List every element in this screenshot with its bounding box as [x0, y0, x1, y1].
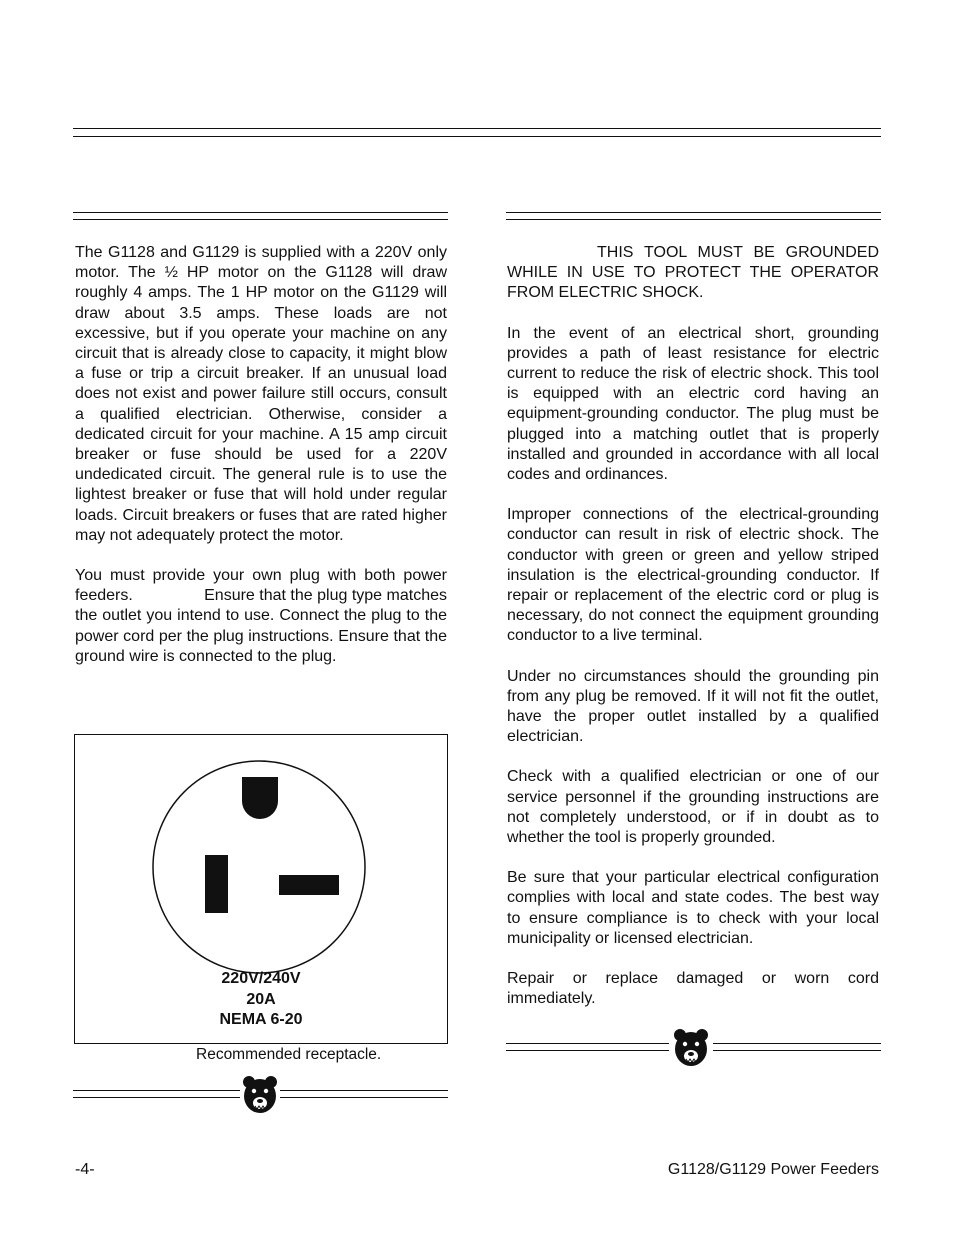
right-divider-line-b2 — [713, 1050, 881, 1051]
vertical-blade-slot — [205, 855, 228, 913]
grounding-paragraph-6: Repair or replace damaged or worn cord immediately. — [507, 970, 879, 1008]
bear-logo-icon — [242, 1075, 278, 1115]
page-number: -4- — [75, 1161, 95, 1178]
voltage-label: 220V/240V — [221, 970, 301, 987]
nema-label: NEMA 6-20 — [219, 1011, 303, 1028]
left-divider-line-b2 — [280, 1097, 448, 1098]
amperage-label: 20A — [246, 990, 276, 1008]
left-column — [75, 243, 452, 687]
grounding-paragraph-1: In the event of an electrical short, grounding provides a path of least resistance for electric current to reduce the risk of electric shock. This tool is equipped with an electric cord having an equipment-grounding conductor. The plug must be plugged into a matching outlet that is properly installed and grounded in accordance with all local codes and ordinances. — [507, 324, 879, 484]
grounding-paragraph-2: Improper connections of the electrical-grounding conductor can result in risk of electric shock. The conductor with green or green and yellow striped insulation is the electrical-grounding conductor. If repair or replacement of the electric cord or plug is necessary, do not connect the equipment grounding conductor to a live terminal. — [507, 506, 879, 645]
ground-slot — [242, 777, 278, 819]
grounding-paragraph-4: Check with a qualified electrician or one of our service personnel if the grounding instructions are not completely understood, or if in doubt as to whether the tool is properly grounded. — [507, 768, 879, 847]
plug-paragraph: You must provide your own plug with both power feeders. Ensure that the plug type matches the outlet you intend to use. Connect the plug to the power cord per the plug instructions. Ensure that the ground wire is connected to the plug. — [75, 567, 452, 665]
figure-caption: Recommended receptacle. — [196, 1046, 382, 1063]
grounding-paragraph-5: Be sure that your particular electrical configuration complies with local and state codes. The best way to ensure compliance is to check with your local municipality or licensed electrician. — [507, 869, 879, 947]
right-divider-line-b1 — [713, 1043, 881, 1044]
left-divider-line-b1 — [280, 1090, 448, 1091]
header-rule-top — [73, 128, 881, 129]
right-section-rule-bottom — [506, 219, 881, 220]
right-section-rule-top — [506, 212, 881, 213]
right-divider-line-a2 — [506, 1050, 669, 1051]
header-rule-bottom — [73, 136, 881, 137]
document-title: G1128/G1129 Power Feeders — [667, 1161, 879, 1178]
receptacle-figure — [74, 734, 448, 1044]
grounding-warning: THIS TOOL MUST BE GROUNDED WHILE IN USE TO PROTECT THE OPERATOR FROM ELECTRIC SHOCK. — [507, 244, 879, 302]
left-divider-line-a2 — [73, 1097, 240, 1098]
grounding-paragraph-3: Under no circumstances should the grounding pin from any plug be removed. If it will not fit the outlet, have the proper outlet installed by a qualified electrician. — [507, 667, 879, 746]
horizontal-blade-slot — [279, 875, 339, 895]
left-section-rule-bottom — [73, 219, 448, 220]
right-column — [507, 243, 879, 1030]
receptacle-spec — [75, 969, 447, 1031]
bear-logo-icon — [673, 1028, 709, 1068]
power-requirements-paragraph: The G1128 and G1129 is supplied with a 220V only motor. The ½ HP motor on the G1128 will draw roughly 4 amps. The 1 HP motor on the G1129 will draw about 3.5 amps. These loads are not excessive, but if you operate your machine on any circuit that is already close to capacity, it might blow a fuse or trip a circuit breaker. If an unusual load does not exist and power failure still occurs, consult a qualified electrician. Otherwise, consider a dedicated circuit for your machine. A 15 amp circuit breaker or fuse should be used for a 220V undedicated circuit. The general rule is to use the lightest breaker or fuse that will hold under regular loads. Circuit breakers or fuses that are rated higher may not adequately protect the motor. — [75, 244, 447, 544]
left-divider-line-a1 — [73, 1090, 240, 1091]
left-section-rule-top — [73, 212, 448, 213]
right-divider-line-a1 — [506, 1043, 669, 1044]
